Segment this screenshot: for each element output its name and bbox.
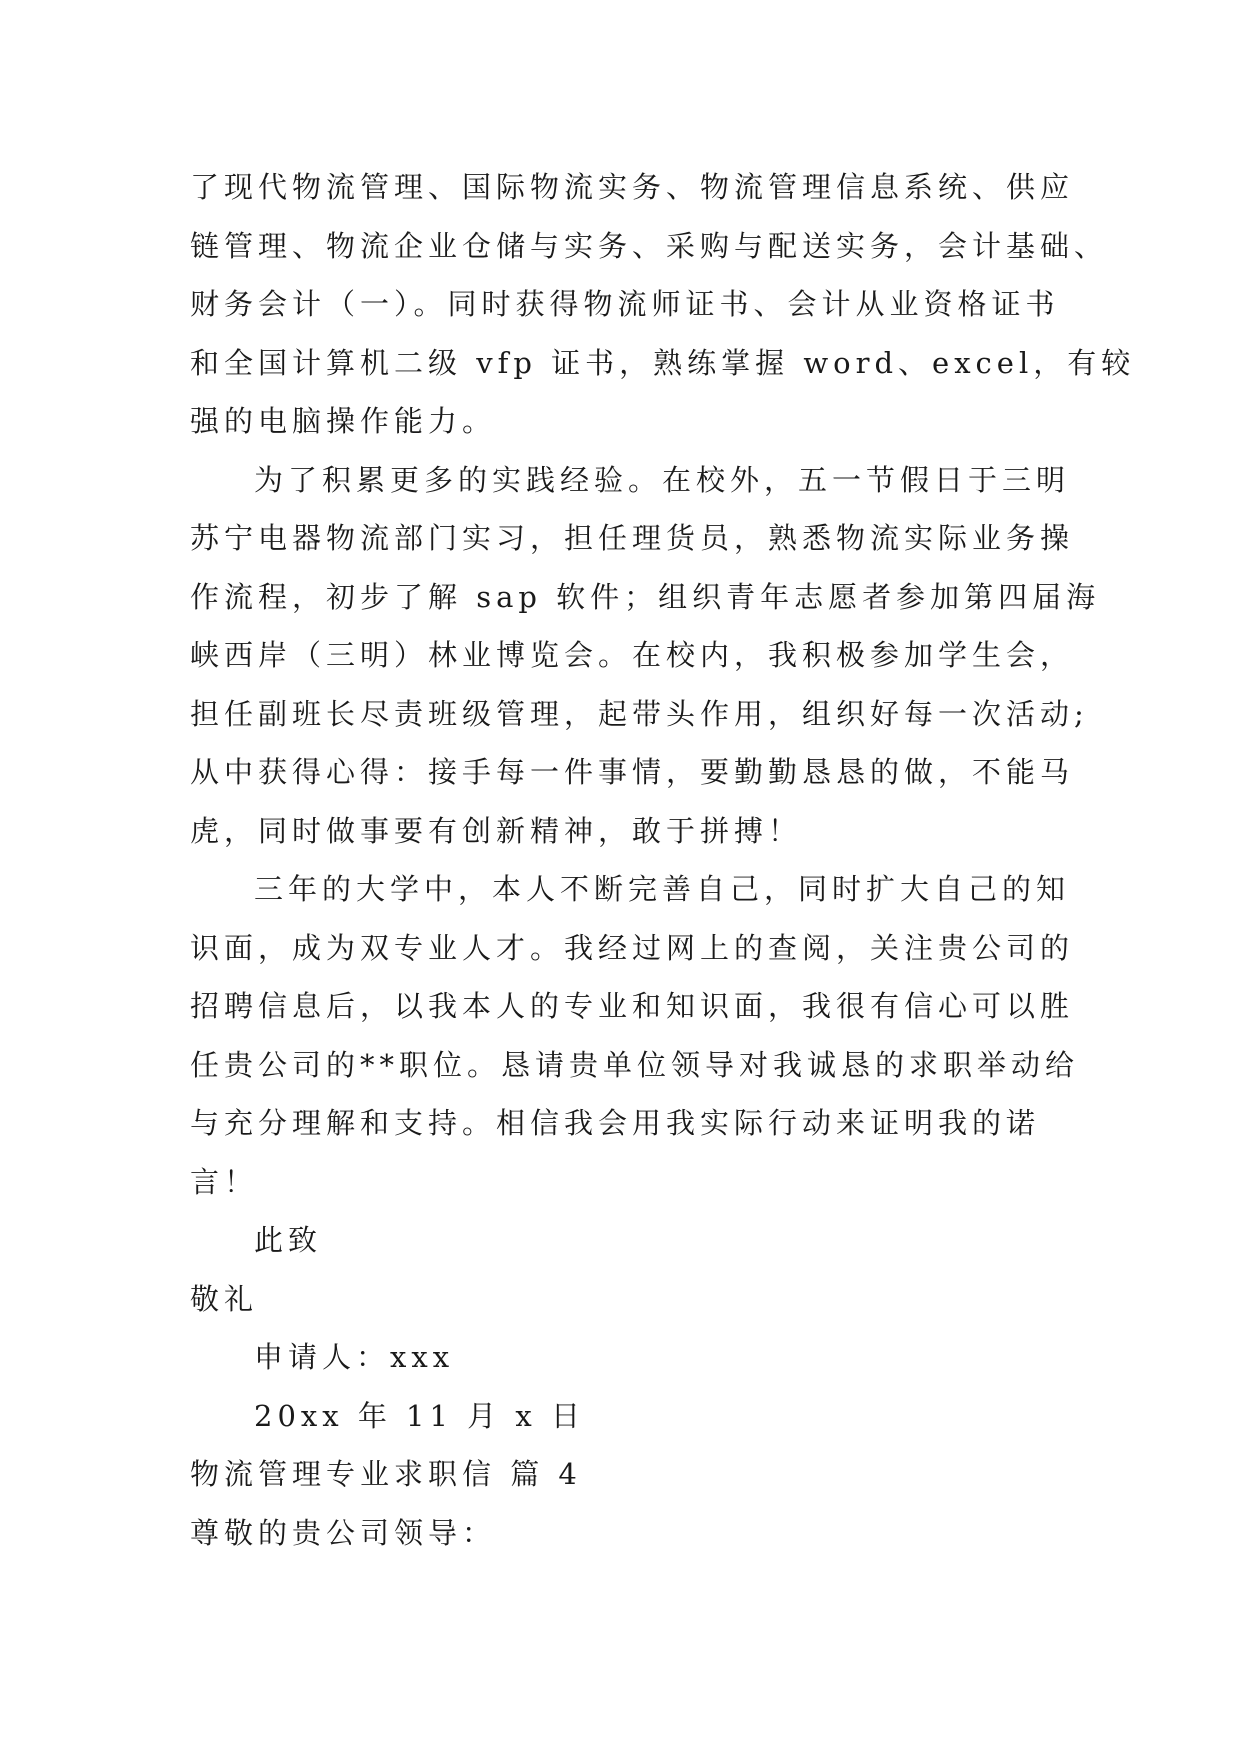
text-line: 作流程，初步了解 sap 软件；组织青年志愿者参加第四届海 <box>190 579 1101 614</box>
letter-date: 20xx 年 11 月 x 日 <box>254 1398 585 1433</box>
text-line: 链管理、物流企业仓储与实务、采购与配送实务，会计基础、 <box>190 228 1109 263</box>
closing-salutation: 此致 <box>254 1223 323 1257</box>
text-line: 招聘信息后，以我本人的专业和知识面，我很有信心可以胜 <box>190 989 1075 1023</box>
text-line: 担任副班长尽责班级管理，起带头作用，组织好每一次活动; <box>190 696 1089 731</box>
closing-regards: 敬礼 <box>190 1281 259 1316</box>
text-line: 苏宁电器物流部门实习，担任理货员，熟悉物流实际业务操 <box>190 521 1075 555</box>
applicant-signature: 申请人：xxx <box>254 1340 455 1374</box>
text-line: 言！ <box>190 1164 259 1199</box>
paragraph-start-line: 为了积累更多的实践经验。在校外，五一节假日于三明 <box>254 462 1071 497</box>
text-line: 从中获得心得：接手每一件事情，要勤勤恳恳的做，不能马 <box>190 755 1075 789</box>
section-heading: 物流管理专业求职信 篇 4 <box>190 1457 582 1491</box>
greeting-line: 尊敬的贵公司领导： <box>190 1515 497 1550</box>
text-line: 峡西岸（三明）林业博览会。在校内，我积极参加学生会， <box>190 638 1075 672</box>
text-line: 任贵公司的**职位。恳请贵单位领导对我诚恳的求职举动给 <box>190 1047 1080 1082</box>
letter-body <box>190 158 1136 1562</box>
paragraph-start-line: 三年的大学中，本人不断完善自己，同时扩大自己的知 <box>254 872 1071 906</box>
text-line: 虎，同时做事要有创新精神，敢于拼搏！ <box>190 813 803 848</box>
text-line: 强的电脑操作能力。 <box>190 404 497 438</box>
text-line: 和全国计算机二级 vfp 证书，熟练掌握 word、excel，有较 <box>190 345 1136 380</box>
text-line: 财务会计（一）。同时获得物流师证书、会计从业资格证书 <box>190 287 1060 321</box>
text-line: 与充分理解和支持。相信我会用我实际行动来证明我的诺 <box>190 1106 1041 1140</box>
text-line: 了现代物流管理、国际物流实务、物流管理信息系统、供应 <box>190 170 1075 204</box>
text-line: 识面，成为双专业人才。我经过网上的查阅，关注贵公司的 <box>190 930 1075 965</box>
